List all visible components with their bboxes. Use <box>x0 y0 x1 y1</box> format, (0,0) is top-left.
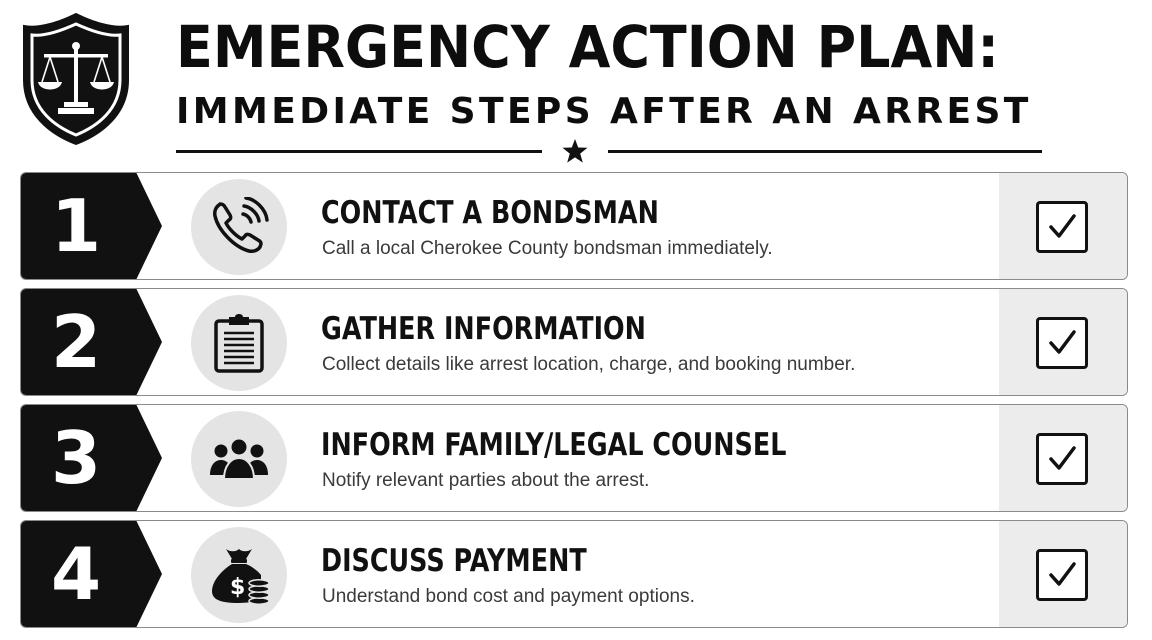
step-description: Notify relevant parties about the arrest. <box>322 470 650 491</box>
clipboard-icon <box>191 295 287 391</box>
checkmark-icon <box>1047 328 1077 358</box>
checkmark-icon <box>1047 560 1077 590</box>
step-checkbox[interactable] <box>1036 201 1088 253</box>
step-title: INFORM FAMILY/LEGAL COUNSEL <box>321 427 787 463</box>
step-number-badge <box>20 288 186 396</box>
star-icon <box>561 138 589 164</box>
svg-text:$: $ <box>230 575 246 600</box>
steps-list <box>20 172 1128 636</box>
step-number-badge <box>20 172 186 280</box>
step-title: CONTACT A BONDSMAN <box>321 195 659 231</box>
step-number-badge <box>20 520 186 628</box>
step-description: Understand bond cost and payment options. <box>322 586 695 607</box>
step-number-badge <box>20 404 186 512</box>
page-subtitle: IMMEDIATE STEPS AFTER AN ARREST <box>176 91 1032 132</box>
checkmark-icon <box>1047 212 1077 242</box>
divider-line-left <box>176 150 542 153</box>
step-title: GATHER INFORMATION <box>321 311 646 347</box>
step-description: Call a local Cherokee County bondsman immediately. <box>322 238 773 259</box>
money-bag-icon <box>191 527 287 623</box>
step-number: 1 <box>50 184 102 268</box>
step-description: Collect details like arrest location, charge, and booking number. <box>322 354 856 375</box>
check-area <box>999 521 1127 628</box>
page-title: EMERGENCY ACTION PLAN: <box>176 13 999 81</box>
step-number: 2 <box>50 300 102 384</box>
step-checkbox[interactable] <box>1036 549 1088 601</box>
phone-call-icon <box>191 179 287 275</box>
step-card <box>20 404 1128 512</box>
step-number: 4 <box>50 532 102 616</box>
divider-line-right <box>608 150 1042 153</box>
step-card <box>20 520 1128 628</box>
step-card <box>20 288 1128 396</box>
step-title: DISCUSS PAYMENT <box>321 543 587 579</box>
check-area <box>999 405 1127 512</box>
step-checkbox[interactable] <box>1036 317 1088 369</box>
checkmark-icon <box>1047 444 1077 474</box>
check-area <box>999 289 1127 396</box>
check-area <box>999 173 1127 280</box>
scales-of-justice-shield-icon <box>20 10 132 148</box>
step-card <box>20 172 1128 280</box>
step-checkbox[interactable] <box>1036 433 1088 485</box>
people-group-icon <box>191 411 287 507</box>
step-number: 3 <box>50 416 102 500</box>
